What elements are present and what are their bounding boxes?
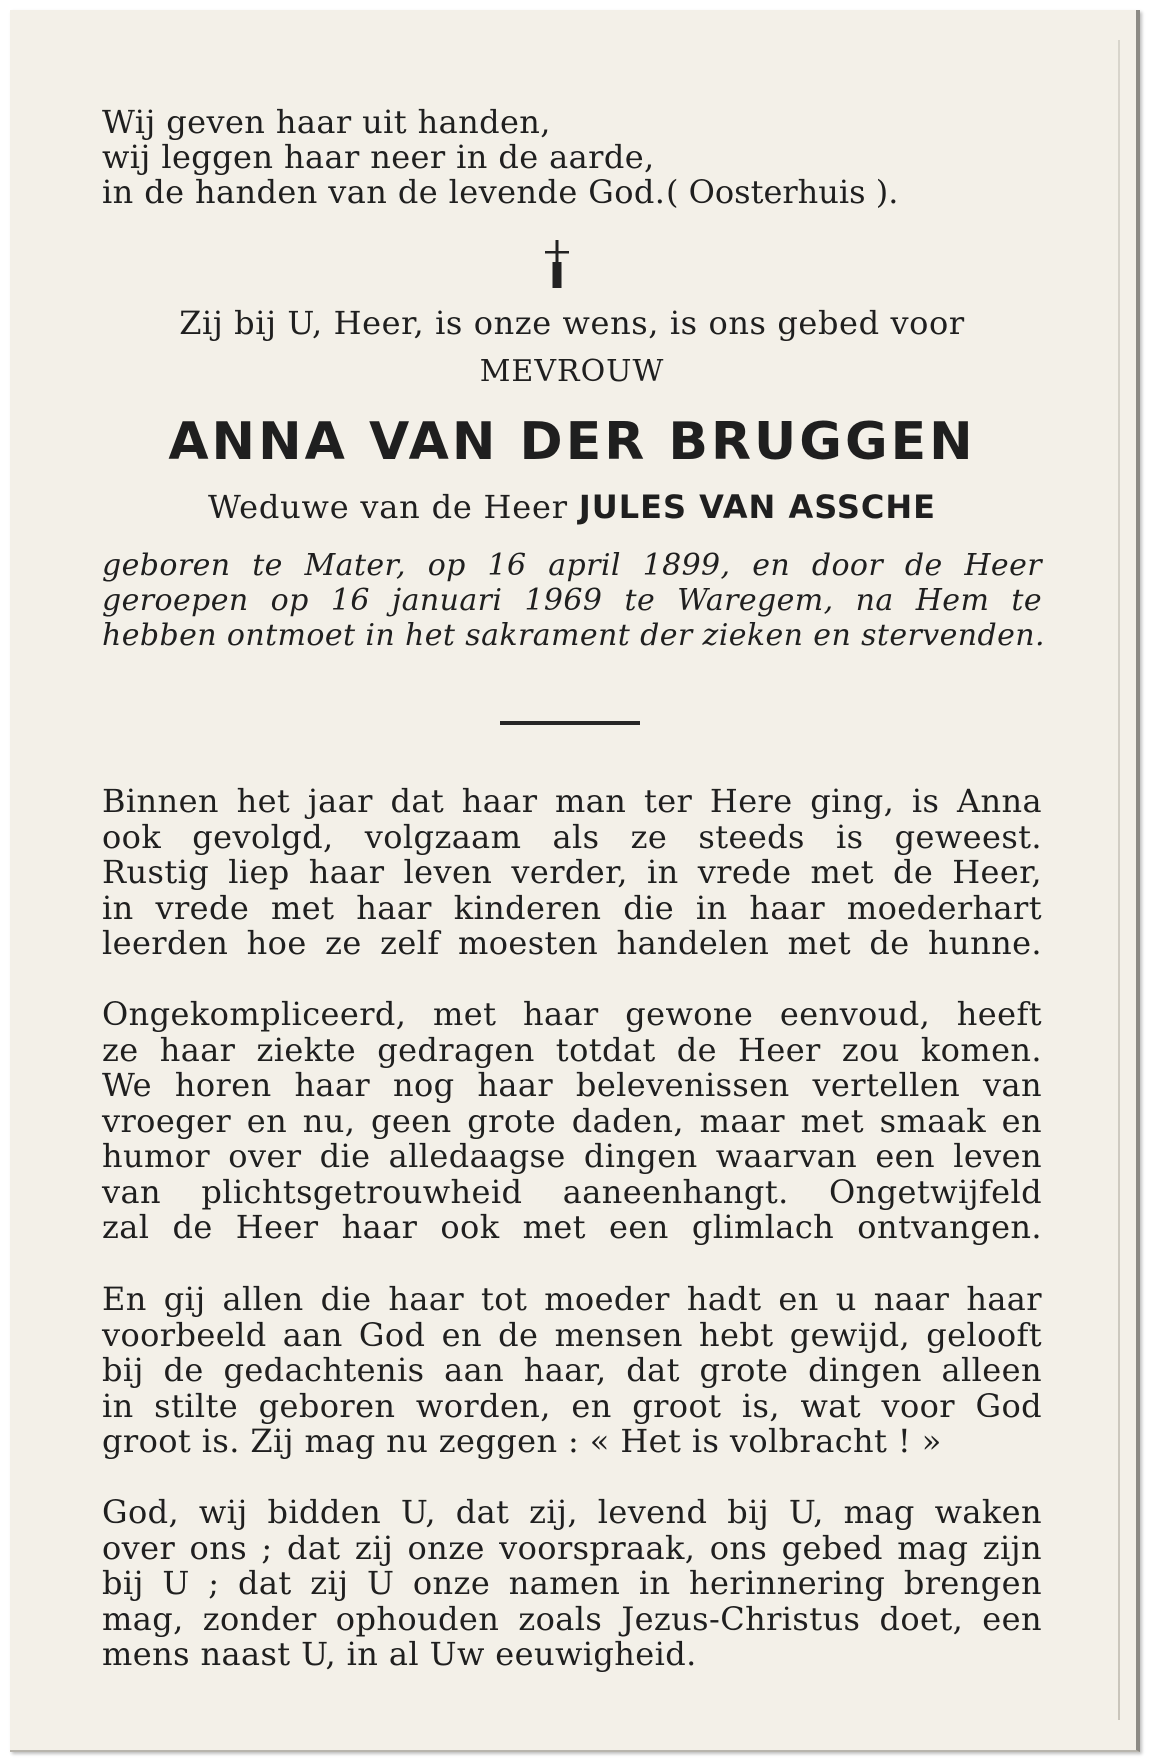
paragraph-line: in stilte geboren worden, en groot is, wat voor God [102,1386,1042,1425]
paragraph-line: over ons ; dat zij onze voorspraak, ons gebed mag zijn [102,1528,1042,1567]
paragraph-2 [102,997,1042,1246]
paragraph-4 [102,1495,1042,1673]
paragraph-line: mens naast U, in al Uw eeuwigheid. [102,1635,697,1673]
paragraph-line: mag, zonder ophouden zoals Jezus-Christus doet, een [102,1599,1042,1638]
paragraph-line: God, wij bidden U, dat zij, levend bij U, mag waken [102,1493,1042,1531]
widow-prefix: Weduwe van de Heer [208,488,568,526]
poem-line: wij leggen haar neer in de aarde, [102,138,655,176]
honorific-title: MEVROUW [479,354,665,389]
paragraph-line: in vrede met haar kinderen die in haar moederhart [102,888,1042,927]
poem [102,105,1042,210]
invocation-line: Zij bij U, Heer, is onze wens, is ons gebed voor [179,304,965,342]
dates-line: geroepen op 16 januari 1969 te Waregem, na Hem te [102,583,1042,618]
paragraph-line: ook gevolgd, volgzaam als ze steeds is geweest. [102,817,1042,856]
card-fold-line [1118,40,1120,1720]
paragraph-line: zal de Heer haar ook met een glimlach ontvangen. [102,1208,1042,1246]
husband-name: JULES VAN ASSCHE [578,488,936,526]
paragraph-line: humor over die alledaagse dingen waarvan een leven [102,1137,1042,1175]
paragraph-line: vroeger en nu, geen grote daden, maar met smaak en [102,1101,1042,1140]
paragraph-3 [102,1282,1042,1460]
paragraph-line: Ongekompliceerd, met haar gewone eenvoud, heeft [102,995,1042,1033]
dates-line: geboren te Mater, op 16 april 1899, en door de Heer [102,548,1042,583]
dates-line: hebben ontmoet in het sakrament der zieken en stervenden. [102,618,1045,653]
paragraph-line: van plichtsgetrouwheid aaneenhangt. Ongetwijfeld [102,1172,1042,1211]
paragraph-line: We horen haar nog haar belevenissen vertellen van [102,1066,1042,1104]
birth-death-dates [102,548,1045,653]
paragraph-line: voorbeeld aan God en de mensen hebt gewijd, gelooft [102,1315,1042,1354]
paragraph-line: Binnen het jaar dat haar man ter Here ging, is Anna [102,782,1042,820]
poem-attribution: ( Oosterhuis ). [666,173,899,211]
paragraph-line: bij de gedachtenis aan haar, dat grote dingen alleen [102,1351,1042,1389]
memorial-card [10,10,1140,1752]
paragraph-line: En gij allen die haar tot moeder hadt en u naar haar [102,1280,1042,1318]
poem-line: Wij geven haar uit handen, [102,103,551,141]
divider-rule [500,721,640,725]
paragraph-line: Rustig liep haar leven verder, in vrede met de Heer, [102,853,1042,891]
cross-icon [542,238,572,290]
widow-line [102,488,1042,526]
deceased-name: ANNA VAN DER BRUGGEN [168,412,976,472]
paragraph-line: bij U ; dat zij U onze namen in herinnering brengen [102,1564,1042,1602]
paragraph-line: groot is. Zij mag nu zeggen : « Het is volbracht ! » [102,1422,942,1460]
paragraph-1 [102,784,1042,962]
paragraph-line: ze haar ziekte gedragen totdat de Heer zou komen. [102,1030,1042,1069]
poem-line: in de handen van de levende God. [102,173,666,211]
paragraph-line: leerden hoe ze zelf moesten handelen met de hunne. [102,924,1042,962]
